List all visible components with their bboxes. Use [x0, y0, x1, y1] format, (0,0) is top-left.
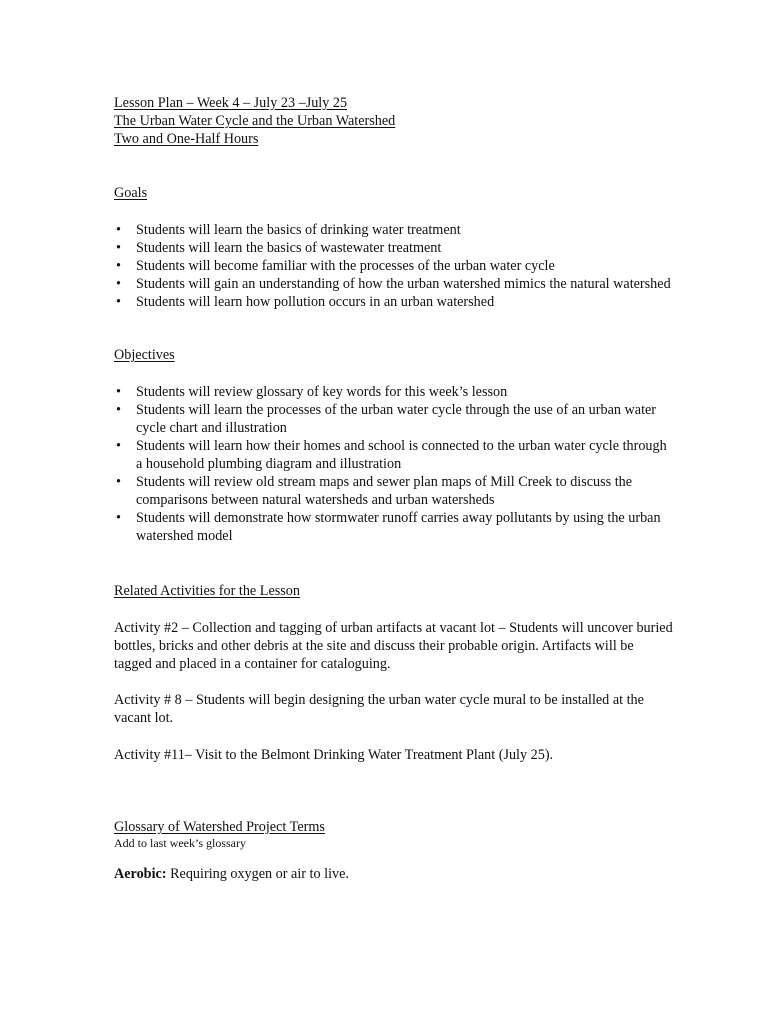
glossary-heading: Glossary of Watershed Project Terms: [114, 819, 325, 835]
header-subtitle: The Urban Water Cycle and the Urban Watershed: [114, 113, 396, 129]
goal-item: • Students will become familiar with the processes of the urban water cycle: [116, 258, 555, 274]
goal-item: • Students will learn how pollution occurs in an urban watershed: [116, 294, 495, 310]
activities-heading: Related Activities for the Lesson: [114, 583, 300, 599]
activity-paragraph: Activity #2 – Collection and tagging of urban artifacts at vacant lot – Students will uncover buried bottles, bricks and other debris at the site and discuss their probable origin. Artifacts will be tagged and placed in a container for cataloguing.: [114, 620, 673, 672]
glossary-note: Add to last week’s glossary: [114, 836, 246, 850]
header-duration: Two and One-Half Hours: [114, 131, 259, 147]
bullet-icon: •: [116, 240, 121, 256]
goals-heading: Goals: [114, 185, 148, 201]
bullet-icon: •: [116, 402, 121, 418]
glossary-section: [114, 818, 674, 883]
glossary-definition: Requiring oxygen or air to live.: [166, 866, 349, 882]
bullet-icon: •: [116, 438, 121, 454]
objective-item: • Students will learn how their homes and school is connected to the urban water cycle through a household plumbing diagram and illustration: [116, 438, 667, 472]
document-content: [114, 94, 674, 883]
header-title: Lesson Plan – Week 4 – July 23 –July 25: [114, 95, 348, 111]
goals-list: [114, 221, 674, 311]
activity-paragraph: Activity # 8 – Students will begin designing the urban water cycle mural to be installed at the vacant lot.: [114, 692, 644, 726]
bullet-icon: •: [116, 294, 121, 310]
objective-item: • Students will review glossary of key words for this week’s lesson: [116, 384, 508, 400]
goal-item: • Students will gain an understanding of how the urban watershed mimics the natural watershed: [116, 276, 671, 292]
bullet-icon: •: [116, 258, 121, 274]
objectives-heading: Objectives: [114, 347, 175, 363]
objective-item: • Students will demonstrate how stormwater runoff carries away pollutants by using the urban watershed model: [116, 510, 661, 544]
glossary-entry: [114, 865, 674, 883]
bullet-icon: •: [116, 474, 121, 490]
glossary-term: Aerobic:: [114, 866, 167, 882]
lesson-header: [114, 94, 674, 148]
bullet-icon: •: [116, 384, 121, 400]
goal-item: • Students will learn the basics of wastewater treatment: [116, 240, 442, 256]
goal-item: • Students will learn the basics of drinking water treatment: [116, 222, 461, 238]
activity-paragraph: Activity #11– Visit to the Belmont Drinking Water Treatment Plant (July 25).: [114, 747, 554, 763]
objectives-section: [114, 346, 674, 545]
bullet-icon: •: [116, 222, 121, 238]
bullet-icon: •: [116, 510, 121, 526]
objective-item: • Students will learn the processes of the urban water cycle through the use of an urban water cycle chart and illustration: [116, 402, 657, 436]
objectives-list: [114, 383, 674, 545]
goals-section: [114, 184, 674, 311]
bullet-icon: •: [116, 276, 121, 292]
activities-section: [114, 582, 674, 764]
objective-item: • Students will review old stream maps and sewer plan maps of Mill Creek to discuss the comparisons between natural watersheds and urban watersheds: [116, 474, 633, 508]
